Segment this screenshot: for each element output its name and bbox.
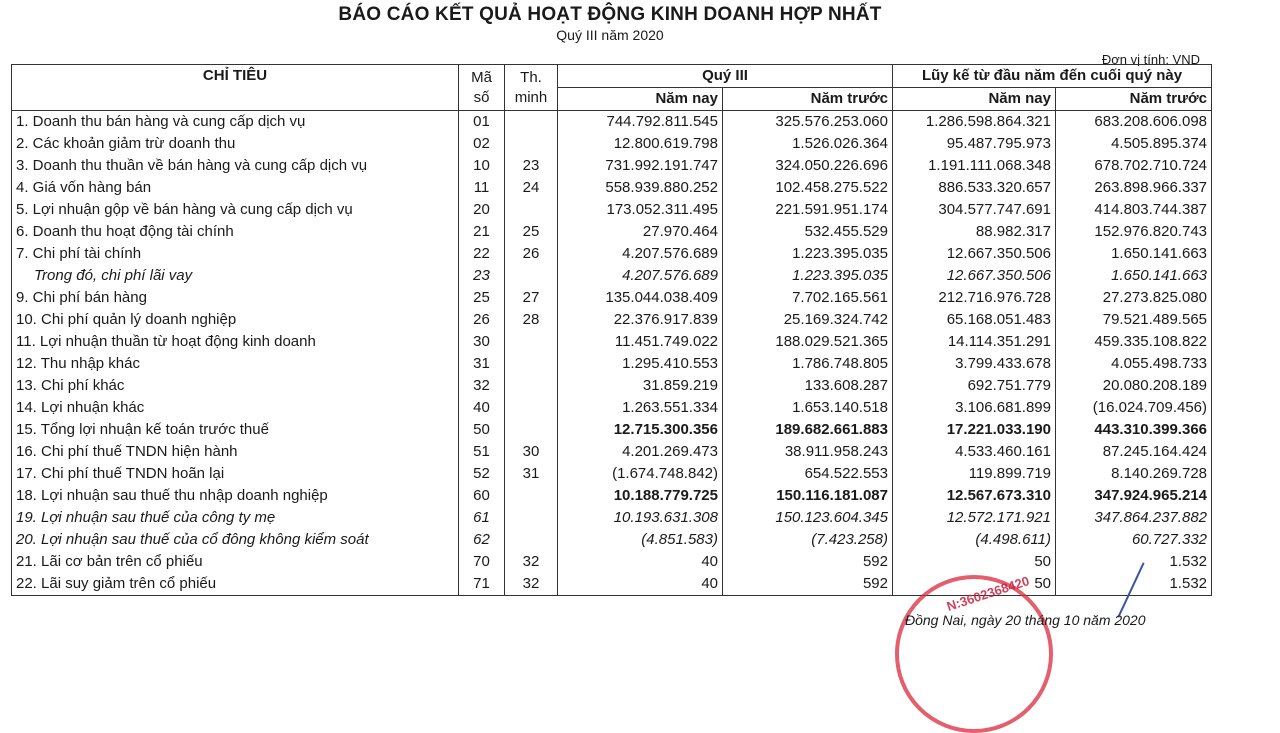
header-thuyet-minh-line1: Th. [520, 68, 542, 86]
table-row [12, 331, 1212, 353]
row-label: 16. Chi phí thuế TNDN hiện hành [12, 441, 459, 463]
row-ytd-previous: 4.505.895.374 [1056, 133, 1212, 155]
row-label: 19. Lợi nhuận sau thuế của công ty mẹ [12, 507, 459, 529]
row-quarter-current: (1.674.748.842) [558, 463, 723, 485]
row-ytd-previous: 459.335.108.822 [1056, 331, 1212, 353]
row-quarter-current: 12.800.619.798 [558, 133, 723, 155]
row-ytd-previous: 443.310.399.366 [1056, 419, 1212, 441]
row-ytd-current: 12.567.673.310 [893, 485, 1056, 507]
row-code: 60 [459, 485, 505, 507]
row-quarter-current: 4.207.576.689 [558, 243, 723, 265]
row-code: 22 [459, 243, 505, 265]
row-label: 7. Chi phí tài chính [12, 243, 459, 265]
row-note [505, 111, 558, 134]
row-quarter-previous: 150.116.181.087 [723, 485, 893, 507]
table-row [12, 243, 1212, 265]
row-note: 25 [505, 221, 558, 243]
header-quy-nam-nay: Năm nay [558, 88, 723, 111]
table-row [12, 309, 1212, 331]
row-quarter-current: 11.451.749.022 [558, 331, 723, 353]
table-row [12, 397, 1212, 419]
row-ytd-previous: 60.727.332 [1056, 529, 1212, 551]
row-label: 15. Tổng lợi nhuận kế toán trước thuế [12, 419, 459, 441]
table-row [12, 485, 1212, 507]
header-quy-nam-truoc: Năm trước [723, 88, 893, 111]
row-quarter-previous: 25.169.324.742 [723, 309, 893, 331]
row-quarter-current: 731.992.191.747 [558, 155, 723, 177]
row-label: 21. Lãi cơ bản trên cổ phiếu [12, 551, 459, 573]
row-code: 23 [459, 265, 505, 287]
row-ytd-previous: 79.521.489.565 [1056, 309, 1212, 331]
row-ytd-previous: 1.532 [1056, 573, 1212, 596]
row-quarter-previous: 1.653.140.518 [723, 397, 893, 419]
row-ytd-previous: 683.208.606.098 [1056, 111, 1212, 134]
row-ytd-previous: 414.803.744.387 [1056, 199, 1212, 221]
row-label: 4. Giá vốn hàng bán [12, 177, 459, 199]
row-quarter-current: 558.939.880.252 [558, 177, 723, 199]
header-luy-ke-nam-truoc: Năm trước [1056, 88, 1212, 111]
row-code: 70 [459, 551, 505, 573]
row-label: 3. Doanh thu thuần về bán hàng và cung cấp dịch vụ [12, 155, 459, 177]
table-row [12, 507, 1212, 529]
row-note: 24 [505, 177, 558, 199]
row-code: 52 [459, 463, 505, 485]
row-code: 71 [459, 573, 505, 596]
row-label: 6. Doanh thu hoạt động tài chính [12, 221, 459, 243]
row-ytd-current: 12.667.350.506 [893, 265, 1056, 287]
row-note [505, 353, 558, 375]
report-period: Quý III năm 2020 [556, 27, 664, 43]
row-label: 10. Chi phí quản lý doanh nghiệp [12, 309, 459, 331]
row-quarter-previous: 1.223.395.035 [723, 243, 893, 265]
row-ytd-current: 14.114.351.291 [893, 331, 1056, 353]
row-code: 21 [459, 221, 505, 243]
row-code: 10 [459, 155, 505, 177]
row-ytd-current: 88.982.317 [893, 221, 1056, 243]
currency-unit: Đơn vị tính: VND [1101, 52, 1200, 67]
row-code: 32 [459, 375, 505, 397]
row-quarter-previous: 1.526.026.364 [723, 133, 893, 155]
row-quarter-current: 4.207.576.689 [558, 265, 723, 287]
row-ytd-previous: 347.864.237.882 [1056, 507, 1212, 529]
row-quarter-current: 1.295.410.553 [558, 353, 723, 375]
row-code: 01 [459, 111, 505, 134]
row-code: 02 [459, 133, 505, 155]
table-row [12, 199, 1212, 221]
row-ytd-previous: 87.245.164.424 [1056, 441, 1212, 463]
row-label: 11. Lợi nhuận thuần từ hoạt động kinh doanh [12, 331, 459, 353]
row-note: 30 [505, 441, 558, 463]
row-code: 50 [459, 419, 505, 441]
table-row [12, 573, 1212, 596]
row-ytd-previous: (16.024.709.456) [1056, 397, 1212, 419]
row-ytd-previous: 1.532 [1056, 551, 1212, 573]
row-quarter-previous: 102.458.275.522 [723, 177, 893, 199]
row-note [505, 485, 558, 507]
row-ytd-current: 692.751.779 [893, 375, 1056, 397]
table-row [12, 265, 1212, 287]
row-quarter-current: 40 [558, 551, 723, 573]
table-row [12, 375, 1212, 397]
row-quarter-current: (4.851.583) [558, 529, 723, 551]
row-label: 5. Lợi nhuận gộp về bán hàng và cung cấp dịch vụ [12, 199, 459, 221]
row-ytd-current: 1.286.598.864.321 [893, 111, 1056, 134]
header-ma-so-line2: số [473, 88, 490, 106]
row-ytd-current: 886.533.320.657 [893, 177, 1056, 199]
row-quarter-previous: 325.576.253.060 [723, 111, 893, 134]
row-note: 32 [505, 573, 558, 596]
row-label: 22. Lãi suy giảm trên cổ phiếu [12, 573, 459, 596]
row-quarter-current: 31.859.219 [558, 375, 723, 397]
row-ytd-current: 12.572.171.921 [893, 507, 1056, 529]
row-quarter-current: 135.044.038.409 [558, 287, 723, 309]
row-ytd-current: 12.667.350.506 [893, 243, 1056, 265]
header-thuyet-minh [505, 65, 558, 111]
table-row [12, 111, 1212, 134]
signing-date: Đồng Nai, ngày 20 tháng 10 năm 2020 [905, 612, 1146, 628]
row-label: 1. Doanh thu bán hàng và cung cấp dịch vụ [12, 111, 459, 134]
row-quarter-previous: 189.682.661.883 [723, 419, 893, 441]
header-luy-ke: Lũy kế từ đầu năm đến cuối quý này [893, 65, 1212, 88]
row-ytd-previous: 8.140.269.728 [1056, 463, 1212, 485]
table-row [12, 353, 1212, 375]
row-label: Trong đó, chi phí lãi vay [12, 265, 459, 287]
table-row [12, 287, 1212, 309]
row-quarter-previous: 1.223.395.035 [723, 265, 893, 287]
header-thuyet-minh-line2: minh [514, 88, 548, 106]
row-label: 17. Chi phí thuế TNDN hoãn lại [12, 463, 459, 485]
row-quarter-previous: 7.702.165.561 [723, 287, 893, 309]
table-row [12, 177, 1212, 199]
row-note: 31 [505, 463, 558, 485]
row-note: 23 [505, 155, 558, 177]
row-quarter-previous: 592 [723, 551, 893, 573]
row-note [505, 133, 558, 155]
table-row [12, 529, 1212, 551]
header-quy: Quý III [558, 65, 893, 88]
table-row [12, 441, 1212, 463]
row-note [505, 375, 558, 397]
row-note [505, 529, 558, 551]
row-quarter-previous: (7.423.258) [723, 529, 893, 551]
row-quarter-previous: 150.123.604.345 [723, 507, 893, 529]
row-note [505, 265, 558, 287]
row-ytd-current: 119.899.719 [893, 463, 1056, 485]
row-code: 30 [459, 331, 505, 353]
row-quarter-current: 40 [558, 573, 723, 596]
row-code: 61 [459, 507, 505, 529]
row-note [505, 507, 558, 529]
row-quarter-previous: 532.455.529 [723, 221, 893, 243]
row-quarter-current: 1.263.551.334 [558, 397, 723, 419]
row-quarter-current: 27.970.464 [558, 221, 723, 243]
row-ytd-previous: 27.273.825.080 [1056, 287, 1212, 309]
row-ytd-current: 95.487.795.973 [893, 133, 1056, 155]
row-quarter-current: 12.715.300.356 [558, 419, 723, 441]
row-ytd-current: 50 [893, 551, 1056, 573]
row-quarter-current: 744.792.811.545 [558, 111, 723, 134]
row-ytd-current: 4.533.460.161 [893, 441, 1056, 463]
header-luy-ke-nam-nay: Năm nay [893, 88, 1056, 111]
row-label: 14. Lợi nhuận khác [12, 397, 459, 419]
row-label: 12. Thu nhập khác [12, 353, 459, 375]
row-code: 25 [459, 287, 505, 309]
row-ytd-previous: 347.924.965.214 [1056, 485, 1212, 507]
row-ytd-previous: 20.080.208.189 [1056, 375, 1212, 397]
row-quarter-previous: 654.522.553 [723, 463, 893, 485]
row-ytd-current: 304.577.747.691 [893, 199, 1056, 221]
income-statement-table [11, 64, 1212, 596]
row-ytd-current: 3.799.433.678 [893, 353, 1056, 375]
row-code: 40 [459, 397, 505, 419]
header-ma-so [459, 65, 505, 111]
row-label: 13. Chi phí khác [12, 375, 459, 397]
row-ytd-previous: 4.055.498.733 [1056, 353, 1212, 375]
seal-code: N:3602368420 [944, 573, 1032, 614]
row-label: 20. Lợi nhuận sau thuế của cổ đông không kiểm soát [12, 529, 459, 551]
row-ytd-current: 50 [893, 573, 1056, 596]
row-code: 31 [459, 353, 505, 375]
row-ytd-previous: 1.650.141.663 [1056, 265, 1212, 287]
row-note [505, 331, 558, 353]
row-quarter-current: 173.052.311.495 [558, 199, 723, 221]
row-note: 27 [505, 287, 558, 309]
row-ytd-current: (4.498.611) [893, 529, 1056, 551]
row-quarter-previous: 592 [723, 573, 893, 596]
row-code: 62 [459, 529, 505, 551]
report-title: BÁO CÁO KẾT QUẢ HOẠT ĐỘNG KINH DOANH HỢP NHẤT [338, 4, 882, 25]
row-label: 18. Lợi nhuận sau thuế thu nhập doanh nghiệp [12, 485, 459, 507]
header-chi-tieu: CHỈ TIÊU [12, 65, 459, 111]
row-ytd-current: 3.106.681.899 [893, 397, 1056, 419]
row-label: 9. Chi phí bán hàng [12, 287, 459, 309]
row-code: 51 [459, 441, 505, 463]
row-note [505, 397, 558, 419]
header-ma-so-line1: Mã [471, 68, 492, 86]
row-note [505, 419, 558, 441]
row-quarter-current: 10.188.779.725 [558, 485, 723, 507]
row-quarter-previous: 38.911.958.243 [723, 441, 893, 463]
row-note: 28 [505, 309, 558, 331]
row-ytd-previous: 152.976.820.743 [1056, 221, 1212, 243]
table-row [12, 221, 1212, 243]
row-code: 26 [459, 309, 505, 331]
row-label: 2. Các khoản giảm trừ doanh thu [12, 133, 459, 155]
row-quarter-previous: 133.608.287 [723, 375, 893, 397]
row-ytd-current: 212.716.976.728 [893, 287, 1056, 309]
row-quarter-previous: 188.029.521.365 [723, 331, 893, 353]
row-quarter-current: 22.376.917.839 [558, 309, 723, 331]
table-row [12, 419, 1212, 441]
row-note: 32 [505, 551, 558, 573]
row-quarter-previous: 1.786.748.805 [723, 353, 893, 375]
row-quarter-previous: 221.591.951.174 [723, 199, 893, 221]
row-ytd-previous: 263.898.966.337 [1056, 177, 1212, 199]
row-ytd-current: 17.221.033.190 [893, 419, 1056, 441]
row-ytd-previous: 1.650.141.663 [1056, 243, 1212, 265]
row-code: 20 [459, 199, 505, 221]
row-note [505, 199, 558, 221]
row-note: 26 [505, 243, 558, 265]
table-row [12, 133, 1212, 155]
row-quarter-previous: 324.050.226.696 [723, 155, 893, 177]
table-row [12, 155, 1212, 177]
row-ytd-current: 65.168.051.483 [893, 309, 1056, 331]
row-ytd-previous: 678.702.710.724 [1056, 155, 1212, 177]
row-quarter-current: 10.193.631.308 [558, 507, 723, 529]
table-row [12, 463, 1212, 485]
row-ytd-current: 1.191.111.068.348 [893, 155, 1056, 177]
table-row [12, 551, 1212, 573]
row-code: 11 [459, 177, 505, 199]
row-quarter-current: 4.201.269.473 [558, 441, 723, 463]
